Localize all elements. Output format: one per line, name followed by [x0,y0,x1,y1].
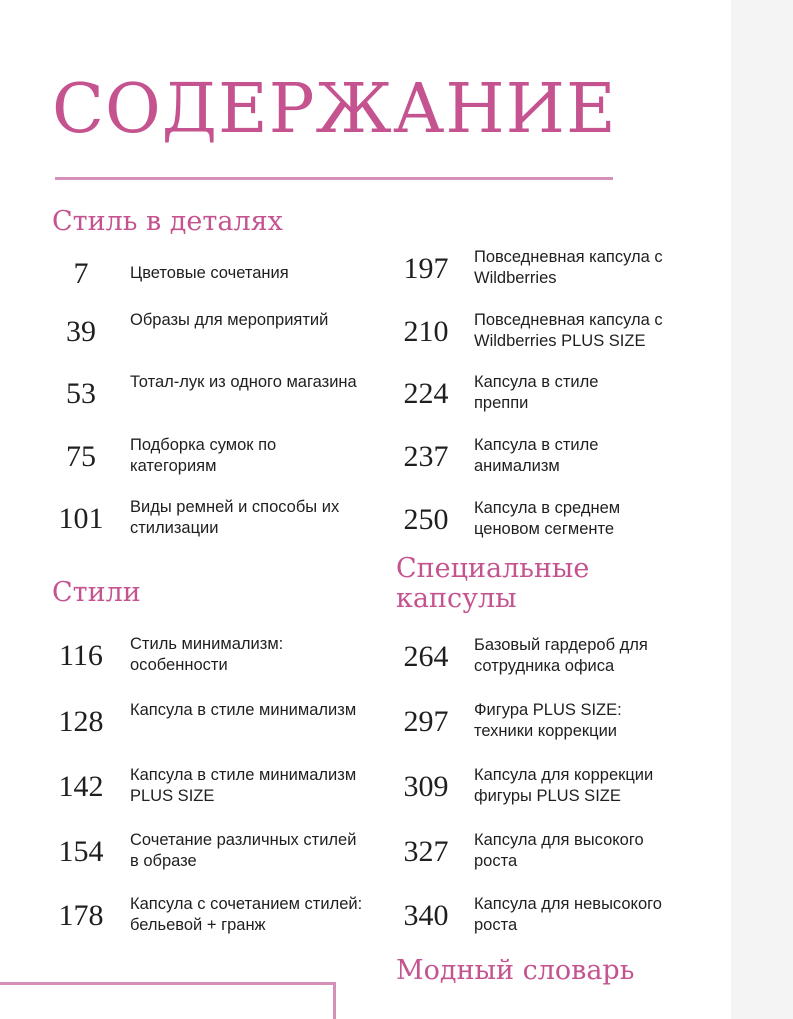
toc-entry-label: Виды ремней и способы их стилизации [130,498,340,537]
toc-entry-label: Капсула в среднем ценовом сегменте [474,499,621,538]
toc-page-number: 264 [403,640,449,673]
toc-entry-label: Повседневная капсула с Wildberries PLUS SIZE [474,311,663,350]
toc-entry-label: Капсула для коррекции фигуры PLUS SIZE [474,766,654,805]
toc-entry-label: Образы для мероприятий [130,311,329,329]
toc-page-number: 116 [59,639,103,672]
section-heading-style-details: Стиль в деталях [52,206,283,237]
toc-page-number: 101 [58,502,104,535]
toc-entry[interactable] [52,310,372,354]
section-heading-fashion-dictionary: Модный словарь [396,955,635,986]
toc-page-number: 309 [403,770,449,803]
toc-page-number: 297 [403,705,449,738]
toc-entry-label: Подборка сумок по категориям [130,436,277,475]
toc-page-number: 75 [66,440,96,473]
toc-entry[interactable] [396,894,706,938]
toc-entry[interactable] [396,765,706,809]
toc-page-number: 154 [58,835,104,868]
toc-entry-label: Цветовые сочетания [130,264,289,282]
toc-entry-label: Стиль минимализм: особенности [130,635,284,674]
toc-page-number: 340 [403,899,449,932]
toc-entry[interactable] [396,247,706,291]
toc-page-number: 197 [403,252,449,285]
toc-entry[interactable] [52,894,372,938]
toc-entry-label: Сочетание различных стилей в образе [130,831,357,870]
toc-entry[interactable] [52,634,372,678]
toc-entry[interactable] [52,700,372,744]
toc-entry[interactable] [396,435,706,479]
bottom-frame-line [0,982,336,985]
toc-entry-label: Базовый гардероб для сотрудника офиса [474,636,648,675]
toc-page-number: 327 [403,835,449,868]
section-heading-special-capsules: Специальные капсулы [396,553,590,614]
toc-entry-label: Тотал-лук из одного магазина [130,373,357,391]
toc-entry-label: Капсула в стиле преппи [474,373,599,412]
toc-entry[interactable] [52,765,372,809]
page-side-margin [731,0,793,1019]
toc-entry-label: Повседневная капсула с Wildberries [474,248,663,287]
toc-entry-label: Капсула с сочетанием стилей: бельевой + гранж [130,895,363,934]
toc-entry-label: Капсула в стиле анимализм [474,436,599,475]
toc-page-number: 7 [73,257,89,290]
toc-entry[interactable] [52,252,372,296]
toc-entry[interactable] [396,310,706,354]
toc-entry-label: Капсула в стиле минимализм [130,701,357,719]
toc-page-number: 237 [403,440,449,473]
toc-page-number: 53 [66,377,96,410]
toc-entry[interactable] [52,830,372,874]
toc-entry-label: Капсула для высокого роста [474,831,644,870]
toc-page-number: 178 [58,899,104,932]
toc-page-number: 210 [403,315,449,348]
toc-entry[interactable] [396,830,706,874]
toc-entry[interactable] [396,635,706,679]
bottom-frame-line-vertical [333,982,336,1019]
toc-entry-label: Фигура PLUS SIZE: техники коррекции [474,701,622,740]
toc-page-number: 224 [403,377,449,410]
toc-page-number: 128 [58,705,104,738]
toc-entry[interactable] [52,497,372,541]
section-heading-styles: Стили [52,577,141,608]
toc-entry[interactable] [396,700,706,744]
toc-page-number: 250 [403,503,449,536]
toc-entry[interactable] [396,498,706,542]
toc-page-number: 39 [66,315,96,348]
toc-entry-label: Капсула для невысокого роста [474,895,662,934]
toc-entry[interactable] [52,435,372,479]
toc-page-number: 142 [58,770,104,803]
toc-entry[interactable] [396,372,706,416]
toc-entry[interactable] [52,372,372,416]
toc-entry-label: Капсула в стиле минимализм PLUS SIZE [130,766,357,805]
page-title: СОДЕРЖАНИЕ [52,70,617,149]
title-divider [55,177,613,180]
